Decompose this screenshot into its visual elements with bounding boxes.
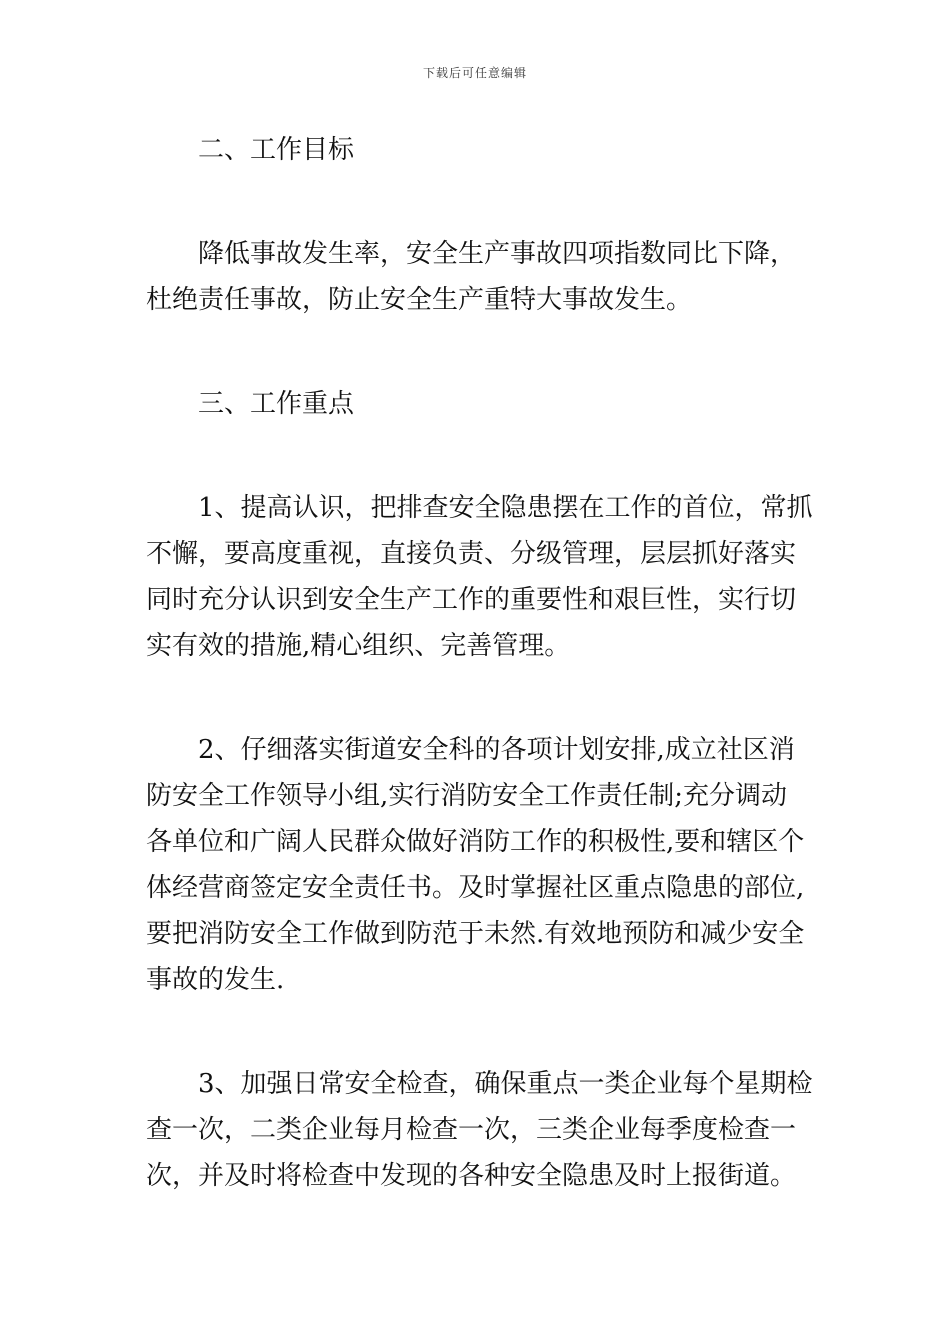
section-heading-goals: 二、工作目标 xyxy=(198,135,355,165)
paragraph-line: 降低事故发生率，安全生产事故四项指数同比下降， xyxy=(198,239,797,269)
paragraph-line: 查一次，二类企业每月检查一次，三类企业每季度检查一 xyxy=(146,1115,797,1145)
paragraph-line: 次，并及时将检查中发现的各种安全隐患及时上报街道。 xyxy=(146,1161,797,1191)
page-header-note: 下载后可任意编辑 xyxy=(422,66,527,80)
paragraph-line: 1、提高认识，把排查安全隐患摆在工作的首位，常抓 xyxy=(198,493,813,523)
paragraph-focus-1 xyxy=(146,485,813,669)
paragraph-line: 同时充分认识到安全生产工作的重要性和艰巨性，实行切 xyxy=(146,585,797,615)
spacer xyxy=(146,173,810,231)
paragraph-line: 体经营商签定安全责任书。及时掌握社区重点隐患的部位, xyxy=(146,873,805,903)
spacer xyxy=(146,323,810,381)
paragraph-line: 事故的发生. xyxy=(146,965,285,995)
section-heading-focus: 三、工作重点 xyxy=(198,389,355,419)
spacer xyxy=(146,669,810,727)
paragraph-line: 杜绝责任事故，防止安全生产重特大事故发生。 xyxy=(146,285,693,315)
document-body xyxy=(146,127,813,1199)
spacer xyxy=(146,1003,810,1061)
paragraph-line: 要把消防安全工作做到防范于未然.有效地预防和减少安全 xyxy=(146,919,805,949)
paragraph-line: 实有效的措施,精心组织、完善管理。 xyxy=(146,631,571,661)
paragraph-line: 3、加强日常安全检查，确保重点一类企业每个星期检 xyxy=(198,1069,813,1099)
paragraph-line: 2、仔细落实街道安全科的各项计划安排,成立社区消 xyxy=(198,735,795,765)
paragraph-focus-3 xyxy=(146,1061,813,1199)
spacer xyxy=(146,427,810,485)
paragraph-focus-2 xyxy=(146,727,810,1003)
paragraph-goals xyxy=(146,231,810,323)
paragraph-line: 不懈，要高度重视，直接负责、分级管理，层层抓好落实 xyxy=(146,539,797,569)
paragraph-line: 各单位和广阔人民群众做好消防工作的积极性,要和辖区个 xyxy=(146,827,805,857)
paragraph-line: 防安全工作领导小组,实行消防安全工作责任制;充分调动 xyxy=(146,781,788,811)
